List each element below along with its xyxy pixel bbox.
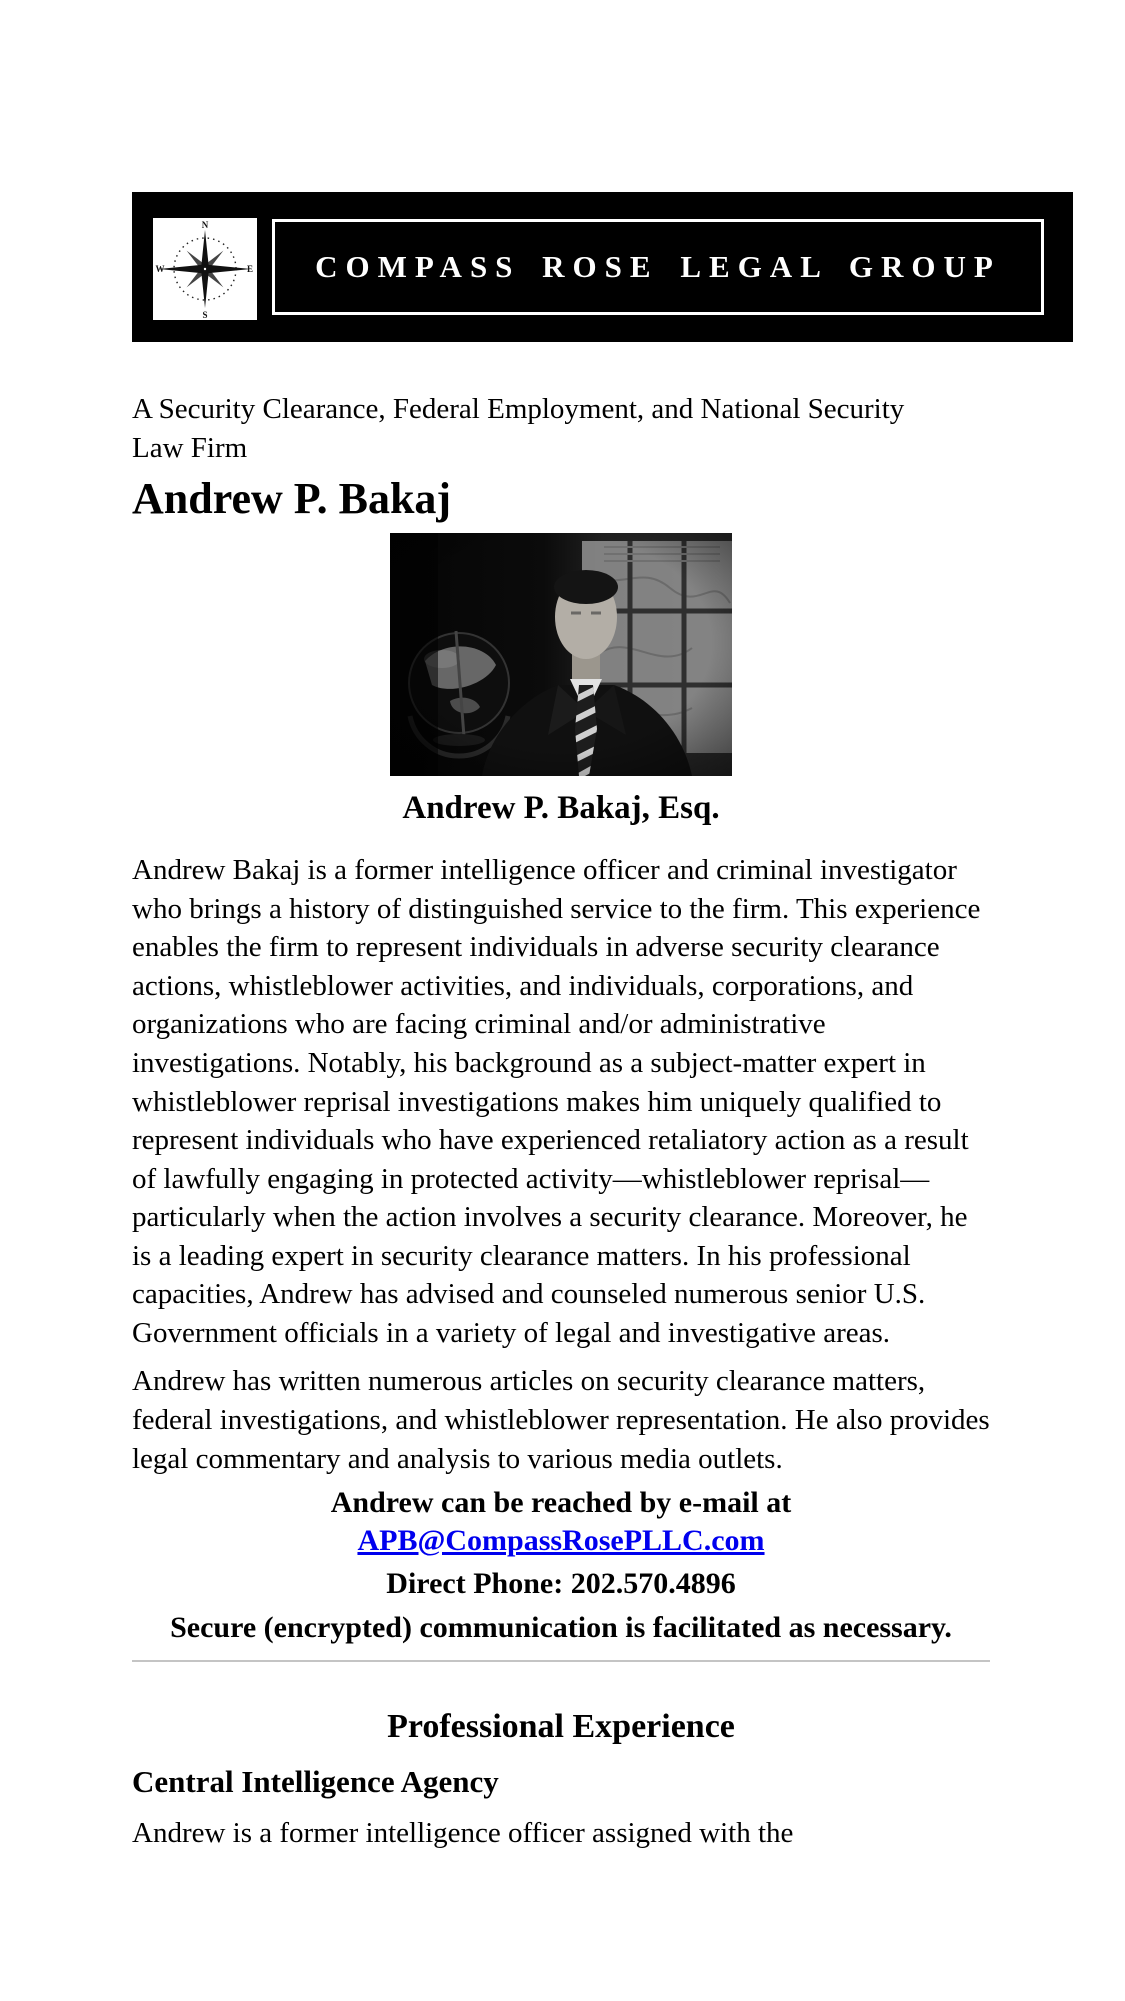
bio-paragraph-1: Andrew Bakaj is a former intelligence officer and criminal investigator who brings a history of distinguished service to the firm. This experience enables the firm to represent individuals in adverse security clearance actions, whistleblower activities, and individuals, corporations, and organizations who are facing criminal and/or administrative investigations. Notably, his background as a subject-matter expert in whistleblower reprisal investigations makes him uniquely qualified to represent individuals who have experienced retaliatory action as a result of lawfully engaging in protected activity—whistleblower reprisal—particularly when the action involves a security clearance. Moreover, he is a leading expert in security clearance matters. In his professional capacities, Andrew has advised and counseled numerous senior U.S. Government officials in a variety of legal and investigative areas. <box>132 854 981 1349</box>
portrait-photo <box>390 533 732 776</box>
svg-text:W: W <box>155 264 165 274</box>
compass-rose-icon <box>153 218 257 320</box>
firm-tagline: A Security Clearance, Federal Employment, and National Security Law Firm <box>132 393 905 464</box>
contact-phone-line: Direct Phone: 202.570.4896 <box>386 1567 736 1601</box>
contact-secure-note: Secure (encrypted) communication is facilitated as necessary. <box>170 1610 952 1644</box>
svg-text:S: S <box>202 310 208 320</box>
experience-description: Andrew is a former intelligence officer assigned with the <box>132 1817 794 1850</box>
svg-text:N: N <box>201 220 209 230</box>
banner-title: COMPASS ROSE LEGAL GROUP <box>315 249 1001 284</box>
email-link[interactable]: APB@CompassRosePLLC.com <box>357 1523 765 1557</box>
experience-section-heading: Professional Experience <box>387 1708 735 1746</box>
experience-organization: Central Intelligence Agency <box>132 1764 499 1800</box>
svg-text:E: E <box>246 264 254 274</box>
banner-title-box <box>272 219 1044 315</box>
contact-email-line <box>132 1484 990 1559</box>
photo-caption: Andrew P. Bakaj, Esq. <box>402 790 720 827</box>
contact-block <box>132 1484 990 1646</box>
page-title: Andrew P. Bakaj <box>132 474 452 524</box>
portrait-figure <box>132 533 990 827</box>
site-banner <box>132 192 1073 342</box>
email-intro-text: Andrew can be reached by e-mail at <box>330 1486 792 1520</box>
bio-paragraph-2: Andrew has written numerous articles on security clearance matters, federal investigations, and whistleblower representation. He also provides legal commentary and analysis to various media outlets. <box>132 1365 990 1475</box>
logo-box <box>153 218 257 320</box>
section-divider <box>132 1660 990 1662</box>
page-container <box>132 0 1001 1853</box>
